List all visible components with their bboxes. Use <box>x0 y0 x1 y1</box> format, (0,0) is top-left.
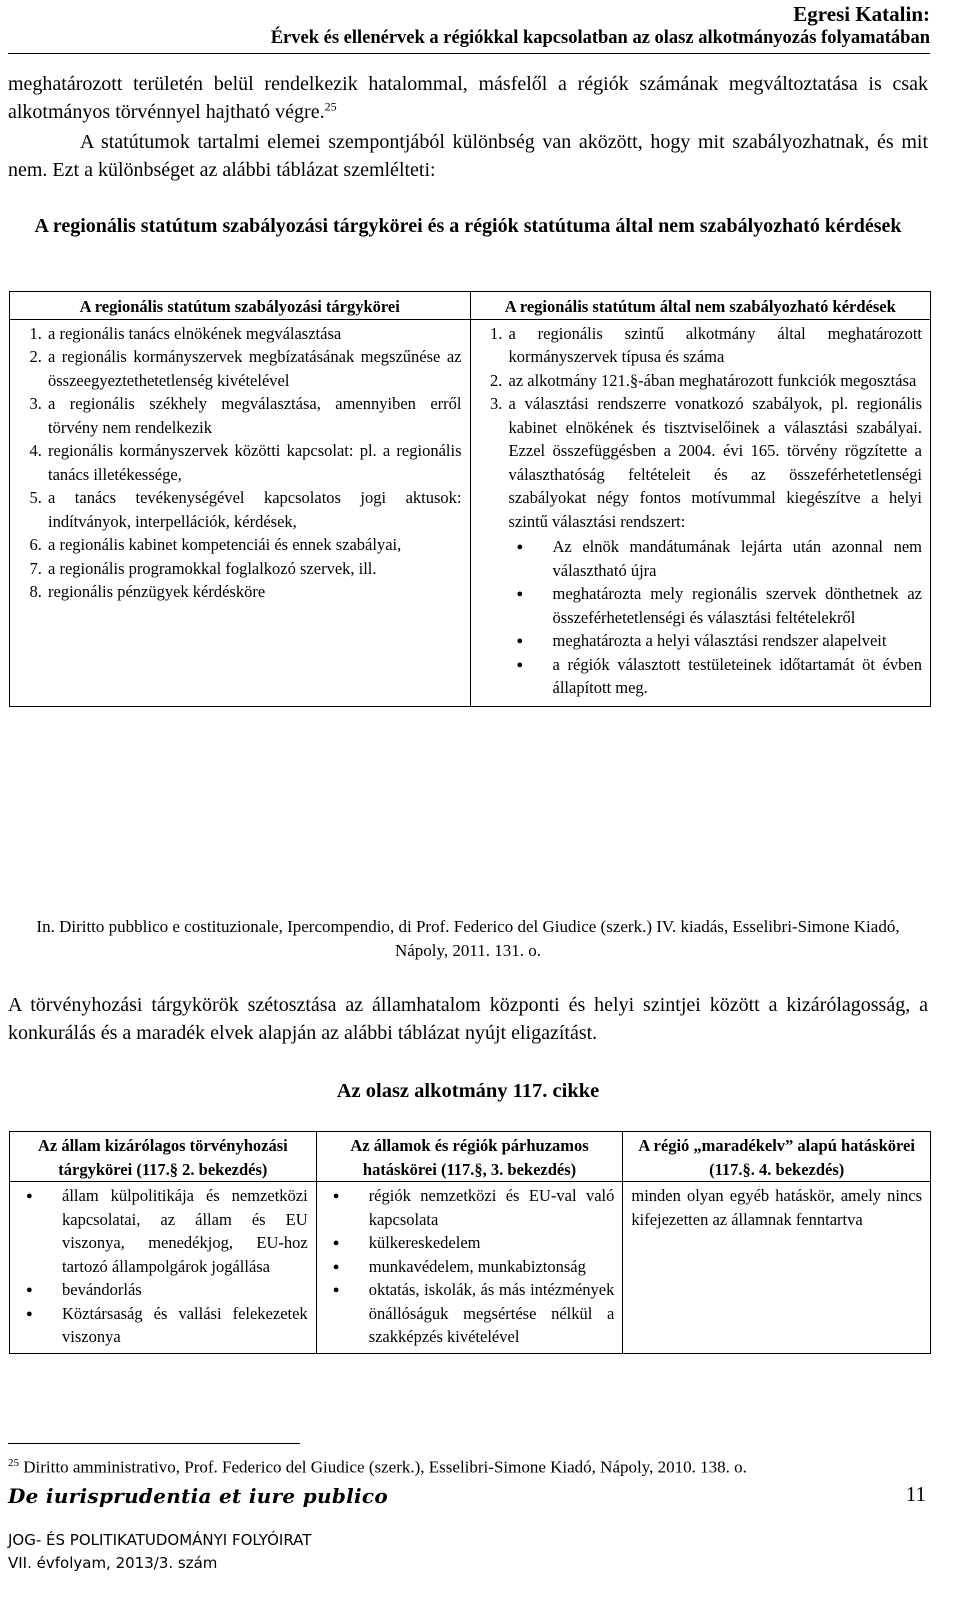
footnote-text: Diritto amministrativo, Prof. Federico del Giudice (szerk.), Esselibri-Simone Kiadó, Nápoly, 2010. 138. o. <box>23 1457 747 1477</box>
bullet-item: ● oktatás, iskolák, ás más intézmények önállóságuk megsértése nélkül a szakképzés kivételével <box>369 1278 615 1349</box>
table2-body-row <box>10 1182 931 1354</box>
list-item: 7. a regionális programokkal foglalkozó szervek, ill. <box>46 557 462 581</box>
table1-source: In. Diritto pubblico e costituzionale, Ipercompendio, di Prof. Federico del Giudice (szerk.) IV. kiadás, Esselibri-Simone Kiadó, Nápoly, 2011. 131. o. <box>36 917 900 960</box>
header-author: Egresi Katalin: <box>793 2 930 26</box>
state-exclusive-list <box>18 1184 308 1349</box>
list-item-text: a választási rendszerre vonatkozó szabályok, pl. regionális kabinet elnökének és tisztviselőinek a választási szabályai. Ezzel összefüggésben a 2004. évi 165. törvény rögzítette a választhatóság feltételeit és az összeférhetetlenségi szabályokat négy fontos motívummal kiegészítve a helyi szintű választási rendszert: <box>508 394 922 531</box>
regulated-topics-list <box>18 322 462 604</box>
bullet-item: ● meghatározta a helyi választási rendszer alapelveit <box>551 629 923 653</box>
table1-col2-header: A regionális statútum által nem szabályozható kérdések <box>470 292 931 320</box>
header-rule <box>8 53 930 54</box>
table1-col1-cell <box>10 319 471 706</box>
concurrent-powers-list <box>325 1184 615 1349</box>
bullet-item: ● a régiók választott testületeinek időtartamát öt évben állapított meg. <box>551 653 923 700</box>
footnote <box>8 1451 938 1480</box>
article-117-table <box>9 1131 931 1354</box>
intro-paragraph-1-text: meghatározott területén belül rendelkezik hatalommal, másfelől a régiók számának megváltoztatása is csak alkotmányos törvénnyel hajtható végre. <box>8 73 928 123</box>
list-item: 1. a regionális tanács elnökének megválasztása <box>46 322 462 346</box>
table1-col2-cell <box>470 319 931 706</box>
list-item: 5. a tanács tevékenységével kapcsolatos jogi aktusok: indítványok, interpellációk, kérdések, <box>46 486 462 533</box>
table2-col3-cell: minden olyan egyéb hatáskör, amely nincs kifejezetten az államnak fenntartva <box>623 1182 931 1354</box>
list-item <box>507 392 923 700</box>
bullet-item: ● állam külpolitikája és nemzetközi kapcsolatai, az állam és EU viszonya, menedékjog, EU-hoz tartozó állampolgárok jogállása <box>62 1184 308 1278</box>
table1-title: A regionális statútum szabályozási tárgykörei és a régiók statútuma által nem szabályozható kérdések <box>34 215 902 237</box>
table1-col1-header: A regionális statútum szabályozási tárgykörei <box>10 292 471 320</box>
table2-col1-cell <box>10 1182 317 1354</box>
footnote-number: 25 <box>8 1457 19 1469</box>
electoral-rules-bullets <box>509 535 923 700</box>
intro-paragraph-1 <box>8 70 928 126</box>
list-item: 8. regionális pénzügyek kérdésköre <box>46 580 462 604</box>
list-item: 4. regionális kormányszervek közötti kapcsolat: pl. a regionális tanács illetékessége, <box>46 439 462 486</box>
table2-title: Az olasz alkotmány 117. cikke <box>336 1080 600 1102</box>
list-item: 2. a regionális kormányszervek megbízatásának megszűnése az összeegyeztethetetlenség kivételével <box>46 345 462 392</box>
bullet-item: ● bevándorlás <box>62 1278 308 1302</box>
journal-logo: De iurisprudentia et iure publico <box>8 1484 389 1508</box>
footnote-ref[interactable]: 25 <box>324 99 337 114</box>
list-item: 2. az alkotmány 121.§-ában meghatározott funkciók megosztása <box>507 369 923 393</box>
table1-header-row <box>10 292 931 320</box>
list-item: 3. a regionális székhely megválasztása, amennyiben erről törvény nem rendelkezik <box>46 392 462 439</box>
bullet-item: ● Köztársaság és vallási felekezetek viszonya <box>62 1302 308 1349</box>
table2-col2-header: Az államok és régiók párhuzamos hatáskörei (117.§, 3. bekezdés) <box>316 1132 623 1182</box>
intro-paragraph-2: A statútumok tartalmi elemei szempontjából különbség van aközött, hogy mit szabályozhatnak, és mit nem. Ezt a különbséget az alábbi táblázat szemlélteti: <box>8 131 928 181</box>
table2-header-row <box>10 1132 931 1182</box>
non-regulated-topics-list <box>479 322 923 700</box>
journal-name: JOG- ÉS POLITIKATUDOMÁNYI FOLYÓIRAT <box>8 1531 312 1549</box>
bullet-item: ● régiók nemzetközi és EU-val való kapcsolata <box>369 1184 615 1231</box>
journal-info <box>8 1529 311 1575</box>
body-paragraph: A törvényhozási tárgykörök szétosztása az államhatalom központi és helyi szintjei között a kizárólagosság, a konkurálás és a maradék elvek alapján az alábbi táblázat nyújt eligazítást. <box>8 994 928 1044</box>
bullet-item: ● külkereskedelem <box>369 1231 615 1255</box>
footnote-separator <box>8 1443 300 1444</box>
bullet-item: ● munkavédelem, munkabiztonság <box>369 1255 615 1279</box>
running-header <box>271 2 930 50</box>
bullet-item: ● meghatározta mely regionális szervek dönthetnek az összeférhetetlenségi és választási feltételekről <box>551 582 923 629</box>
journal-volume: VII. évfolyam, 2013/3. szám <box>8 1554 218 1572</box>
header-article-title: Érvek és ellenérvek a régiókkal kapcsolatban az olasz alkotmányozás folyamatában <box>270 28 930 48</box>
list-item: 6. a regionális kabinet kompetenciái és ennek szabályai, <box>46 533 462 557</box>
page-number: 11 <box>905 1482 926 1506</box>
table1-body-row <box>10 319 931 706</box>
table2-col1-header: Az állam kizárólagos törvényhozási tárgykörei (117.§ 2. bekezdés) <box>10 1132 317 1182</box>
table2-col3-header: A régió „maradékelv” alapú hatáskörei (117.§. 4. bekezdés) <box>623 1132 931 1182</box>
statute-scope-table <box>9 291 931 707</box>
list-item: 1. a regionális szintű alkotmány által meghatározott kormányszervek típusa és száma <box>507 322 923 369</box>
bullet-item: ● Az elnök mandátumának lejárta után azonnal nem választható újra <box>551 535 923 582</box>
table2-col2-cell <box>316 1182 623 1354</box>
